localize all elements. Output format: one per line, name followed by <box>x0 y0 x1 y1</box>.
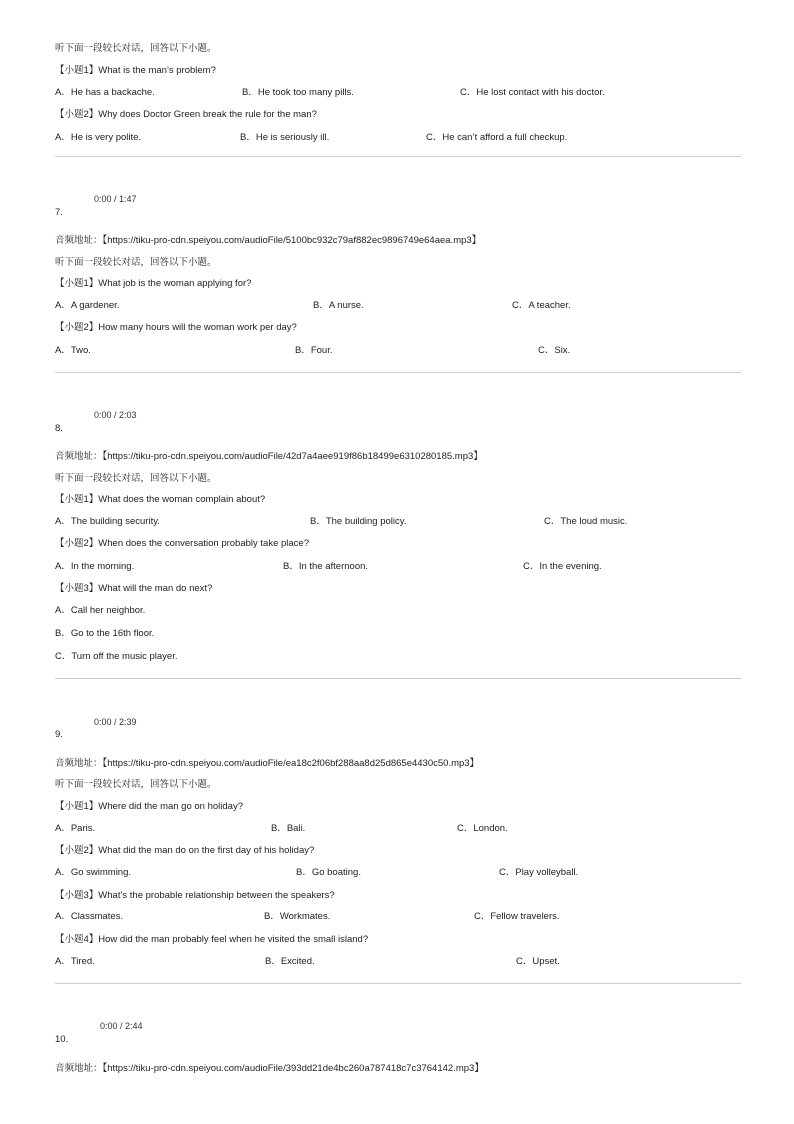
q9-sub2-option-a[interactable]: A．Go swimming. <box>55 867 132 878</box>
q9-sub3-option-b[interactable]: B．Workmates. <box>264 911 331 922</box>
q7-sub1-option-b[interactable]: B．A nurse. <box>313 300 364 311</box>
q7-intro: 听下面一段较长对话，回答以下小题。 <box>55 257 217 268</box>
q10-audio-time[interactable]: 0:00 / 2:44 <box>100 1021 143 1031</box>
q8-sub2-option-c[interactable]: C．In the evening. <box>523 561 602 572</box>
q8-sub2-option-b[interactable]: B．In the afternoon. <box>283 561 369 572</box>
q8-sub1-question: 【小题1】What does the woman complain about? <box>55 494 266 505</box>
q7-sub2-option-a[interactable]: A．Two. <box>55 345 91 356</box>
q8-sub3-option-c[interactable]: C．Turn off the music player. <box>55 651 178 662</box>
q9-sub2-option-b[interactable]: B．Go boating. <box>296 867 361 878</box>
q8-audio-time[interactable]: 0:00 / 2:03 <box>94 410 137 420</box>
q8-sub3-option-b[interactable]: B．Go to the 16th floor. <box>55 628 155 639</box>
q9-intro: 听下面一段较长对话，回答以下小题。 <box>55 779 217 790</box>
q9-sub3-option-a[interactable]: A．Classmates. <box>55 911 124 922</box>
q10-number: 10. <box>55 1034 69 1045</box>
q9-audio-url[interactable]: 音频地址：【https://tiku-pro-cdn.speiyou.com/audioFile/ea18c2f06bf288aa8d25d865e4430c50.mp3】 <box>55 758 480 769</box>
q9-number: 9. <box>55 729 63 740</box>
q6-sub2-option-c[interactable]: C．He can’t afford a full checkup. <box>426 132 568 143</box>
q8-sub3-option-a[interactable]: A．Call her neighbor. <box>55 605 146 616</box>
q8-sub1-option-b[interactable]: B．The building policy. <box>310 516 407 527</box>
q9-sub2-question: 【小题2】What did the man do on the first day of his holiday? <box>55 845 315 856</box>
q6-sub1-question: 【小题1】What is the man’s problem? <box>55 65 216 76</box>
q8-intro: 听下面一段较长对话，回答以下小题。 <box>55 473 217 484</box>
q7-sub1-question: 【小题1】What job is the woman applying for? <box>55 278 252 289</box>
q6-sub2-question: 【小题2】Why does Doctor Green break the rule for the man? <box>55 109 317 120</box>
q9-sub4-option-b[interactable]: B．Excited. <box>265 956 315 967</box>
section-divider <box>55 156 741 157</box>
q7-number: 7. <box>55 207 63 218</box>
q9-sub1-option-a[interactable]: A．Paris. <box>55 823 96 834</box>
q6-sub2-option-b[interactable]: B．He is seriously ill. <box>240 132 330 143</box>
q8-sub2-question: 【小题2】When does the conversation probably take place? <box>55 538 309 549</box>
q8-sub3-question: 【小题3】What will the man do next? <box>55 583 213 594</box>
q6-sub1-option-a[interactable]: A．He has a backache. <box>55 87 155 98</box>
q8-number: 8. <box>55 423 63 434</box>
q9-sub4-option-a[interactable]: A．Tired. <box>55 956 95 967</box>
q7-sub2-question: 【小题2】How many hours will the woman work per day? <box>55 322 297 333</box>
q9-sub1-option-b[interactable]: B．Bali. <box>271 823 306 834</box>
q6-sub2-option-a[interactable]: A．He is very polite. <box>55 132 142 143</box>
q9-sub1-question: 【小题1】Where did the man go on holiday? <box>55 801 243 812</box>
q9-sub3-option-c[interactable]: C．Fellow travelers. <box>474 911 560 922</box>
section-divider <box>55 983 741 984</box>
q7-sub2-option-b[interactable]: B．Four. <box>295 345 333 356</box>
q9-sub4-option-c[interactable]: C．Upset. <box>516 956 560 967</box>
q9-sub4-question: 【小题4】How did the man probably feel when he visited the small island? <box>55 934 369 945</box>
q6-sub1-option-c[interactable]: C．He lost contact with his doctor. <box>460 87 605 98</box>
q9-sub3-question: 【小题3】What’s the probable relationship between the speakers? <box>55 890 335 901</box>
q7-sub1-option-a[interactable]: A．A gardener. <box>55 300 120 311</box>
q6-intro: 听下面一段较长对话，回答以下小题。 <box>55 43 217 54</box>
q7-audio-url[interactable]: 音频地址：【https://tiku-pro-cdn.speiyou.com/audioFile/5100bc932c79af882ec9896749e64aea.mp3】 <box>55 235 482 246</box>
q8-sub1-option-c[interactable]: C．The loud music. <box>544 516 628 527</box>
q8-sub1-option-a[interactable]: A．The building security. <box>55 516 160 527</box>
q7-audio-time[interactable]: 0:00 / 1:47 <box>94 194 137 204</box>
q6-sub1-option-b[interactable]: B．He took too many pills. <box>242 87 354 98</box>
q9-sub2-option-c[interactable]: C．Play volleyball. <box>499 867 579 878</box>
q8-audio-url[interactable]: 音频地址：【https://tiku-pro-cdn.speiyou.com/audioFile/42d7a4aee919f86b18499e6310280185.mp3】 <box>55 451 483 462</box>
q9-audio-time[interactable]: 0:00 / 2:39 <box>94 717 137 727</box>
q9-sub1-option-c[interactable]: C．London. <box>457 823 508 834</box>
section-divider <box>55 372 741 373</box>
section-divider <box>55 678 741 679</box>
q10-audio-url[interactable]: 音频地址：【https://tiku-pro-cdn.speiyou.com/audioFile/393dd21de4bc260a787418c7c3764142.mp3】 <box>55 1063 484 1074</box>
q7-sub2-option-c[interactable]: C．Six. <box>538 345 571 356</box>
q8-sub2-option-a[interactable]: A．In the morning. <box>55 561 135 572</box>
q7-sub1-option-c[interactable]: C．A teacher. <box>512 300 571 311</box>
